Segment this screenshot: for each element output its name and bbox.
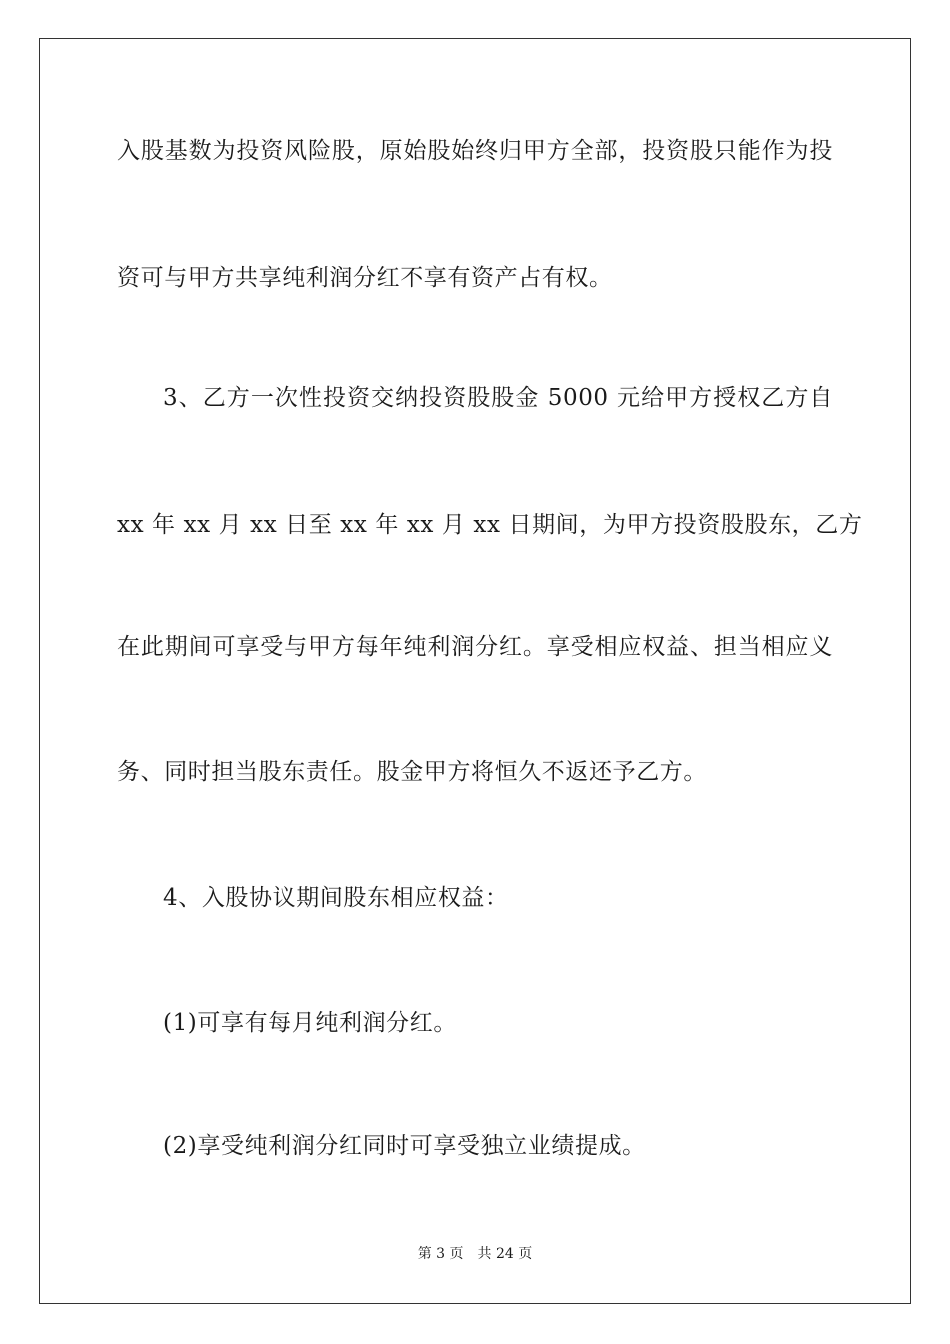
page-number: 第 3 页 — [417, 1246, 464, 1262]
text-line-5: 在此期间可享受与甲方每年纯利润分红。享受相应权益、担当相应义 — [117, 634, 833, 660]
text-line-8: (1)可享有每月纯利润分红。 — [163, 1010, 457, 1036]
text-line-2: 资可与甲方共享纯利润分红不享有资产占有权。 — [117, 265, 613, 291]
page-frame — [39, 38, 911, 1304]
text-line-4: xx 年 xx 月 xx 日至 xx 年 xx 月 xx 日期间，为甲方投资股股东，乙方 — [117, 512, 863, 538]
page-total: 共 24 页 — [477, 1246, 533, 1262]
text-line-7: 4、入股协议期间股东相应权益： — [163, 885, 509, 911]
page-footer — [0, 1244, 950, 1264]
text-line-9: (2)享受纯利润分红同时可享受独立业绩提成。 — [163, 1133, 646, 1159]
text-line-3: 3、乙方一次性投资交纳投资股股金 5000 元给甲方授权乙方自 — [163, 385, 833, 411]
text-line-1: 入股基数为投资风险股，原始股始终归甲方全部，投资股只能作为投 — [117, 138, 833, 164]
text-line-6: 务、同时担当股东责任。股金甲方将恒久不返还予乙方。 — [117, 759, 707, 785]
